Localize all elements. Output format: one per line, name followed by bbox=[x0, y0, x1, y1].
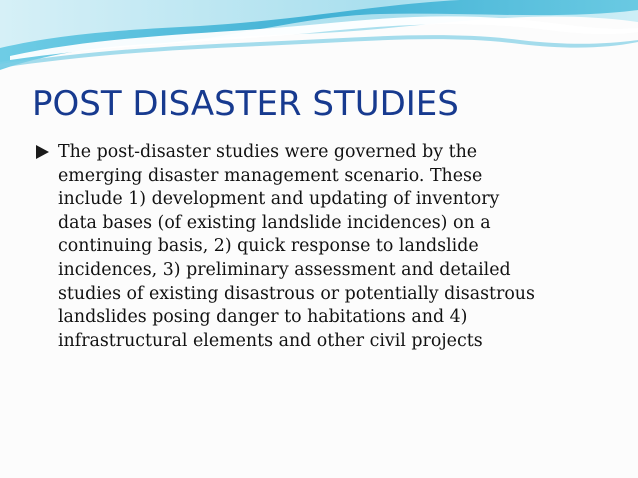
bullet-paragraph bbox=[34, 141, 614, 353]
bullet-line: The post-disaster studies were governed by the bbox=[58, 142, 478, 162]
header-wave-decoration bbox=[0, 0, 638, 80]
bullet-line: incidences, 3) preliminary assessment and detailed bbox=[58, 259, 511, 280]
bullet-line: emerging disaster management scenario. These bbox=[58, 165, 483, 186]
slide-body bbox=[34, 141, 614, 353]
bullet-line: landslides posing danger to habitations and 4) bbox=[58, 307, 468, 328]
bullet-arrow-icon bbox=[36, 145, 49, 159]
bullet-line: continuing basis, 2) quick response to landslide bbox=[58, 236, 479, 257]
bullet-line: studies of existing disastrous or potentially disastrous bbox=[58, 283, 535, 304]
bullet-line: infrastructural elements and other civil projects bbox=[58, 330, 483, 351]
slide-title: POST DISASTER STUDIES bbox=[32, 84, 459, 124]
bullet-line: data bases (of existing landslide incidences) on a bbox=[58, 212, 491, 233]
bullet-line: include 1) development and updating of inventory bbox=[58, 189, 500, 210]
